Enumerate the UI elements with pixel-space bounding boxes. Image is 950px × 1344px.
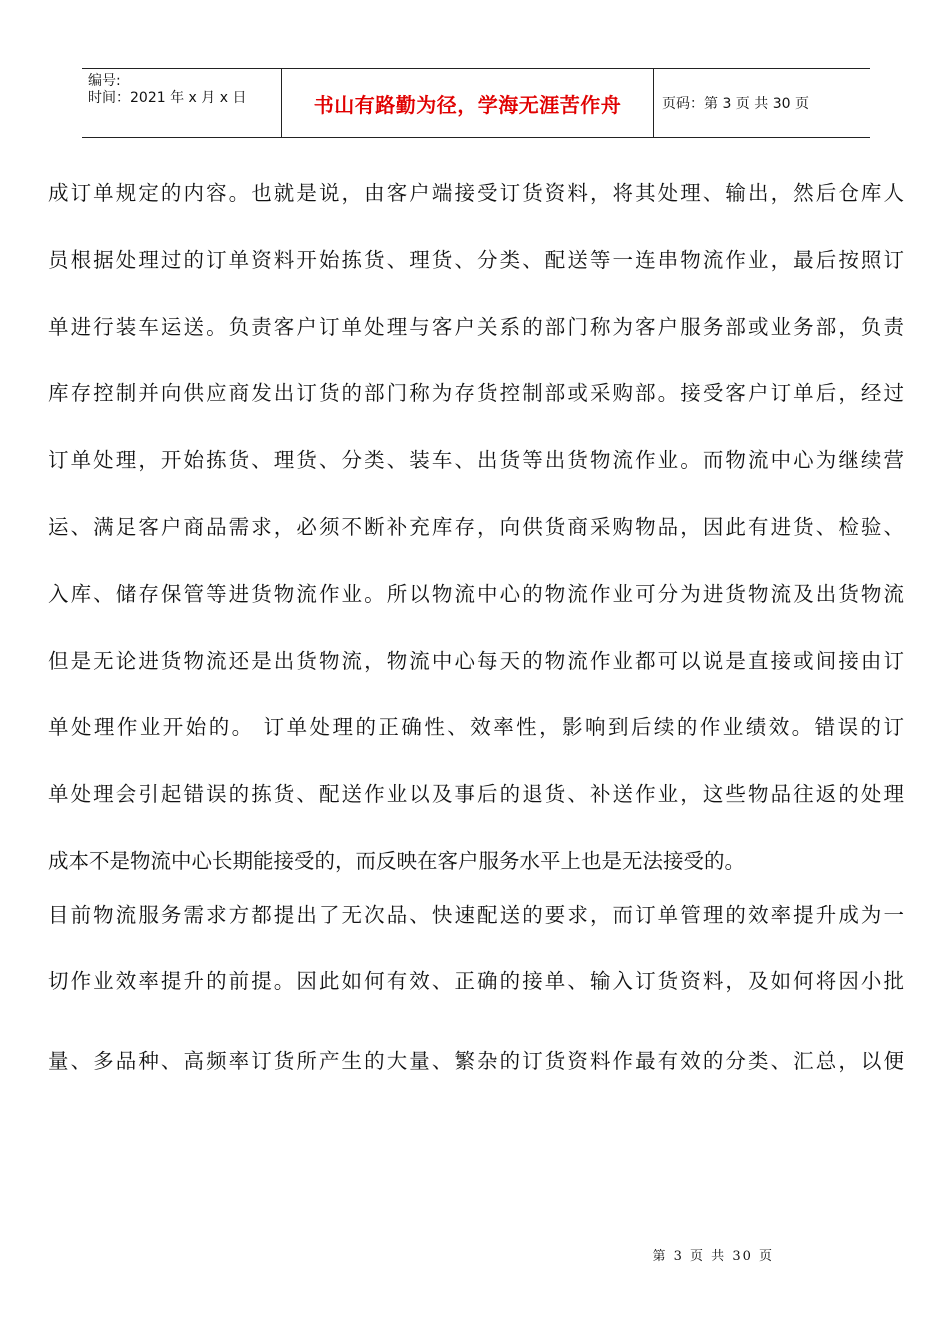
- document-date-label: 时间：2021 年 x 月 x 日: [88, 90, 247, 106]
- body-line: 切作业效率提升的前提。因此如何有效、正确的接单、输入订货资料，及如何将因小批: [48, 968, 904, 993]
- body-line: 入库、储存保管等进货物流作业。所以物流中心的物流作业可分为进货物流及出货物流: [48, 581, 904, 606]
- body-line: 单处理作业开始的。 订单处理的正确性、效率性，影响到后续的作业绩效。错误的订: [48, 715, 904, 740]
- header-meta-cell: [82, 69, 282, 137]
- body-line: 库存控制并向供应商发出订货的部门称为存货控制部或采购部。接受客户订单后，经过: [48, 381, 904, 406]
- header-page-cell: [654, 69, 870, 137]
- page-footer: [0, 1245, 950, 1264]
- body-line: 成订单规定的内容。也就是说，由客户端接受订货资料，将其处理、输出，然后仓库人: [48, 181, 904, 205]
- body-line: 订单处理，开始拣货、理货、分类、装车、出货等出货物流作业。而物流中心为继续营: [48, 448, 904, 473]
- header-page-info: 页码：第 3 页 共 30 页: [662, 96, 809, 112]
- body-line: 运、满足客户商品需求，必须不断补充库存，向供货商采购物品，因此有进货、检验、: [48, 514, 904, 539]
- body-line: 单进行装车运送。负责客户订单处理与客户关系的部门称为客户服务部或业务部，负责: [48, 314, 904, 339]
- document-number-label: 编号:: [88, 73, 121, 89]
- body-line: 目前物流服务需求方都提出了无次品、快速配送的要求，而订单管理的效率提升成为一: [48, 902, 904, 927]
- body-line: 单处理会引起错误的拣货、配送作业以及事后的退货、补送作业，这些物品往返的处理: [48, 782, 904, 807]
- body-line: 但是无论进货物流还是出货物流，物流中心每天的物流作业都可以说是直接或间接由订: [48, 648, 904, 673]
- body-line: 量、多品种、高频率订货所产生的大量、繁杂的订货资料作最有效的分类、汇总，以便: [48, 1048, 904, 1073]
- footer-page-number: 第 3 页 共 30 页: [652, 1249, 774, 1264]
- header-motto: 书山有路勤为径，学海无涯苦作舟: [313, 92, 622, 117]
- document-header: [82, 68, 870, 138]
- document-body: [48, 160, 904, 1095]
- body-line: 员根据处理过的订单资料开始拣货、理货、分类、配送等一连串物流作业，最后按照订: [48, 247, 904, 272]
- header-motto-cell: [282, 69, 654, 137]
- body-line: 成本不是物流中心长期能接受的，而反映在客户服务水平上也是无法接受的。: [48, 848, 745, 873]
